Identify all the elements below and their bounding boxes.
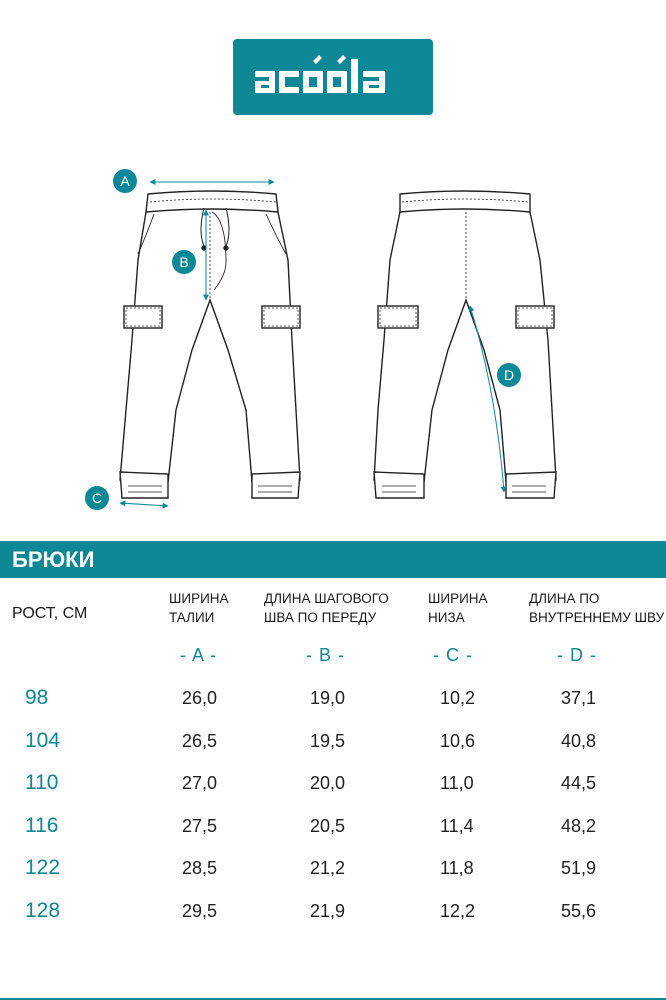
- marker-c: [85, 486, 109, 510]
- front-view: [120, 191, 300, 498]
- value-cell: 19,5: [310, 731, 346, 751]
- value-cell: 27,0: [182, 773, 218, 793]
- value-cell: 29,5: [182, 901, 218, 921]
- value-cell: 21,9: [310, 901, 346, 921]
- measure-c-line: [120, 503, 168, 506]
- col-header-line: НИЗА: [428, 610, 465, 625]
- row-header: РОСТ, СМ: [12, 605, 88, 622]
- value-cell: 11,8: [440, 858, 474, 878]
- value-cell: 55,6: [561, 901, 597, 921]
- section-title: БРЮКИ: [12, 547, 95, 572]
- value-cell: 12,2: [440, 901, 476, 921]
- col-header-hem: [428, 589, 488, 627]
- value-cell: 20,0: [310, 773, 346, 793]
- pants-diagram: [0, 150, 666, 520]
- value-cell: 10,2: [440, 688, 476, 708]
- col-header-line: ШИРИНА: [169, 591, 229, 606]
- marker-a-label: A: [120, 173, 130, 189]
- col-header-waist: [169, 589, 229, 627]
- value-cell: 27,5: [182, 816, 218, 836]
- marker-b-label: B: [179, 254, 189, 270]
- col-letter-c: - C -: [433, 645, 473, 665]
- col-letter-d: - D -: [557, 645, 597, 665]
- col-header-line: ВНУТРЕННЕМУ ШВУ: [529, 610, 665, 625]
- size-cell: 116: [25, 814, 59, 837]
- value-cell: 19,0: [310, 688, 346, 708]
- measure-d-line: [470, 306, 504, 492]
- col-header-line: ТАЛИИ: [169, 610, 215, 625]
- value-cell: 26,5: [182, 731, 218, 751]
- value-cell: 28,5: [182, 858, 218, 878]
- marker-a: [113, 169, 137, 193]
- col-header-line: ШВА ПО ПЕРЕДУ: [264, 610, 377, 625]
- marker-d: [497, 363, 521, 387]
- value-cell: 48,2: [561, 816, 597, 836]
- size-cell: 122: [25, 856, 61, 879]
- value-cell: 51,9: [561, 858, 597, 878]
- size-cell: 98: [25, 686, 49, 709]
- value-cell: 20,5: [310, 816, 346, 836]
- col-header-line: ДЛИНА ШАГОВОГО: [264, 591, 389, 606]
- value-cell: 21,2: [310, 858, 346, 878]
- acoola-logo-mark: [233, 39, 433, 115]
- marker-d-label: D: [503, 367, 515, 383]
- col-header-line: ДЛИНА ПО: [529, 591, 600, 606]
- col-header-line: ШИРИНА: [428, 591, 488, 606]
- col-letter-a: - A -: [180, 645, 218, 665]
- col-header-inseam-front: [264, 589, 389, 627]
- brand-logo: [233, 39, 433, 115]
- section-band: [0, 541, 666, 578]
- size-cell: 128: [25, 899, 61, 922]
- value-cell: 37,1: [561, 688, 597, 708]
- col-letter-b: - B -: [306, 645, 345, 665]
- value-cell: 11,0: [440, 773, 474, 793]
- marker-b: [172, 250, 196, 274]
- value-cell: 26,0: [182, 688, 218, 708]
- logo-text: acoola: [331, 111, 335, 112]
- value-cell: 11,4: [440, 816, 474, 836]
- marker-c-label: C: [91, 490, 103, 506]
- size-cell: 104: [25, 729, 61, 752]
- back-view: [374, 191, 556, 498]
- col-header-inner-seam: [529, 589, 664, 627]
- value-cell: 44,5: [561, 773, 597, 793]
- size-cell: 110: [25, 771, 59, 794]
- value-cell: 40,8: [561, 731, 597, 751]
- value-cell: 10,6: [440, 731, 476, 751]
